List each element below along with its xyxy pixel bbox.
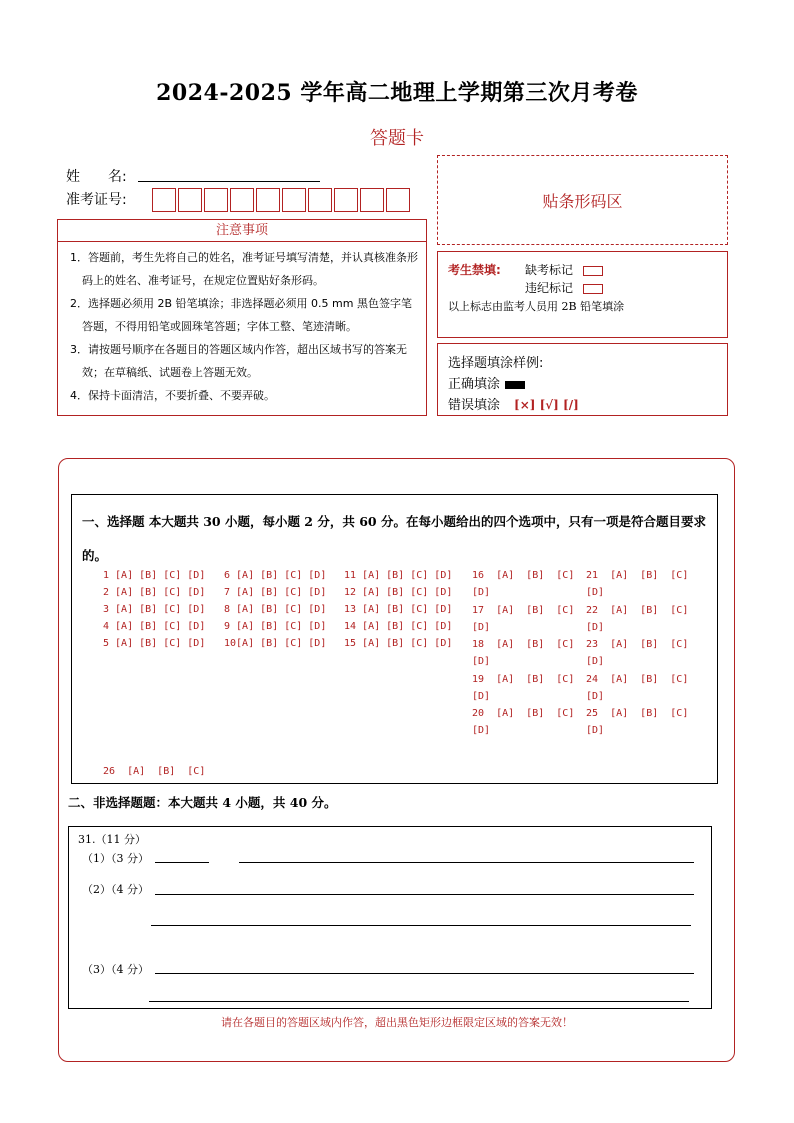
exam-id-boxes[interactable] [152, 188, 412, 212]
q31-part2-line-2[interactable] [151, 925, 691, 926]
q31-part3-line-1[interactable] [155, 973, 694, 974]
q31-part1-label: （1）（3 分） [82, 852, 149, 865]
notice-item: 2．选择题必须用 2B 铅笔填涂；非选择题必须用 0.5 mm 黑色签字笔答题，不得用铅笔或圆珠笔答题；字体工整、笔迹清晰。 [70, 297, 412, 333]
mcq-question[interactable]: 16 [A] [B] [C] [D] [472, 570, 575, 598]
exam-id-digit-box[interactable] [230, 188, 254, 212]
exam-id-digit-box[interactable] [204, 188, 228, 212]
notice-item: 3．请按题号顺序在各题目的答题区域内作答，超出区域书写的答案无效；在草稿纸、试题卷上答题无效。 [70, 343, 407, 379]
mcq-question[interactable]: 1 [A] [B] [C] [D] [103, 570, 206, 581]
notice-item: 4．保持卡面清洁，不要折叠、不要弄破。 [70, 389, 275, 402]
notice-box [57, 242, 427, 416]
footer-warning: 请在各题目的答题区域内作答，超出黑色矩形边框限定区域的答案无效！ [221, 1016, 573, 1029]
mcq-question[interactable]: 22 [A] [B] [C] [D] [586, 604, 689, 633]
ban-note: 以上标志由监考人员用 2B 铅笔填涂 [448, 300, 625, 313]
mcq-question[interactable]: 15 [A] [B] [C] [D] [344, 638, 453, 649]
mcq-question[interactable]: 3 [A] [B] [C] [D] [103, 604, 206, 615]
question-31-box [68, 826, 712, 1009]
q31-part3-label: （3）（4 分） [82, 963, 149, 976]
sample-title: 选择题填涂样例: [448, 356, 544, 371]
violation-mark-label: 违纪标记 [525, 281, 574, 295]
wrong-fill-marks: [×] [√] [/] [514, 398, 579, 412]
correct-fill-label: 正确填涂 [448, 377, 501, 392]
section2-heading: 二、非选择题题：本大题共 4 小题，共 40 分。 [68, 795, 337, 810]
mcq-question[interactable]: 4 [A] [B] [C] [D] [103, 621, 206, 632]
mcq-question[interactable]: 14 [A] [B] [C] [D] [344, 621, 453, 632]
mcq-question[interactable]: 8 [A] [B] [C] [D] [224, 604, 327, 615]
exam-id-digit-box[interactable] [360, 188, 384, 212]
exam-id-label: 准考证号: [66, 192, 127, 208]
exam-id-digit-box[interactable] [152, 188, 176, 212]
exam-id-digit-box[interactable] [334, 188, 358, 212]
exam-id-digit-box[interactable] [386, 188, 410, 212]
q31-part1-short-line[interactable] [155, 862, 209, 863]
wrong-fill-label: 错误填涂 [448, 398, 501, 413]
exam-id-digit-box[interactable] [256, 188, 280, 212]
examinee-forbidden-box [437, 251, 728, 338]
name-label: 姓 名: [66, 169, 127, 185]
mcq-question[interactable]: 20 [A] [B] [C] [D] [472, 708, 575, 736]
barcode-label: 贴条形码区 [542, 191, 623, 211]
mcq-question[interactable]: 13 [A] [B] [C] [D] [344, 604, 453, 615]
mcq-question[interactable]: 24 [A] [B] [C] [D] [586, 673, 689, 702]
q31-part2-label: （2）（4 分） [82, 883, 149, 896]
name-field[interactable] [138, 180, 320, 182]
mcq-question[interactable]: 19 [A] [B] [C] [D] [472, 673, 575, 702]
mcq-question[interactable]: 10[A] [B] [C] [D] [224, 638, 327, 649]
barcode-area [437, 155, 728, 245]
q31-part3-line-2[interactable] [149, 1001, 689, 1002]
mcq-heading: 一、选择题 本大题共 30 小题，每小题 2 分，共 60 分。在每小题给出的四个选项中，只有一项是符合题目要求的。 [82, 514, 706, 563]
q31-part2-line-1[interactable] [155, 894, 694, 895]
mcq-question[interactable]: 21 [A] [B] [C] [D] [586, 570, 689, 598]
mcq-question[interactable]: 23 [A] [B] [C] [D] [586, 639, 689, 667]
correct-fill-mark [505, 381, 525, 389]
mcq-question[interactable]: 11 [A] [B] [C] [D] [344, 570, 453, 581]
ban-label: 考生禁填: [448, 263, 501, 277]
exam-id-digit-box[interactable] [282, 188, 306, 212]
mcq-question-26[interactable]: 26 [A] [B] [C] [103, 766, 206, 777]
exam-id-digit-box[interactable] [178, 188, 202, 212]
answer-card-subtitle: 答题卡 [370, 128, 424, 149]
mcq-question[interactable]: 2 [A] [B] [C] [D] [103, 587, 206, 598]
notice-item: 1．答题前，考生先将自己的姓名，准考证号填写清楚，并认真核准条形码上的姓名、准考证号，在规定位置贴好条形码。 [70, 251, 418, 287]
absent-mark-box[interactable] [583, 266, 603, 276]
violation-mark-box[interactable] [583, 284, 603, 294]
fill-sample-box [437, 343, 728, 416]
page-title: 2024-2025 学年高二地理上学期第三次月考卷 [156, 80, 638, 106]
exam-id-digit-box[interactable] [308, 188, 332, 212]
q31-part1-long-line[interactable] [239, 862, 694, 863]
mcq-question[interactable]: 17 [A] [B] [C] [D] [472, 604, 575, 633]
mcq-question[interactable]: 9 [A] [B] [C] [D] [224, 621, 327, 632]
mcq-question[interactable]: 7 [A] [B] [C] [D] [224, 587, 327, 598]
absent-mark-label: 缺考标记 [525, 263, 574, 277]
notice-heading: 注意事项 [57, 219, 427, 242]
mcq-question[interactable]: 12 [A] [B] [C] [D] [344, 587, 453, 598]
q31-title: 31.（11 分） [78, 833, 146, 846]
mcq-question[interactable]: 5 [A] [B] [C] [D] [103, 638, 206, 649]
mcq-question[interactable]: 25 [A] [B] [C] [D] [586, 708, 689, 736]
mcq-question[interactable]: 6 [A] [B] [C] [D] [224, 570, 327, 581]
mcq-question[interactable]: 18 [A] [B] [C] [D] [472, 639, 575, 667]
